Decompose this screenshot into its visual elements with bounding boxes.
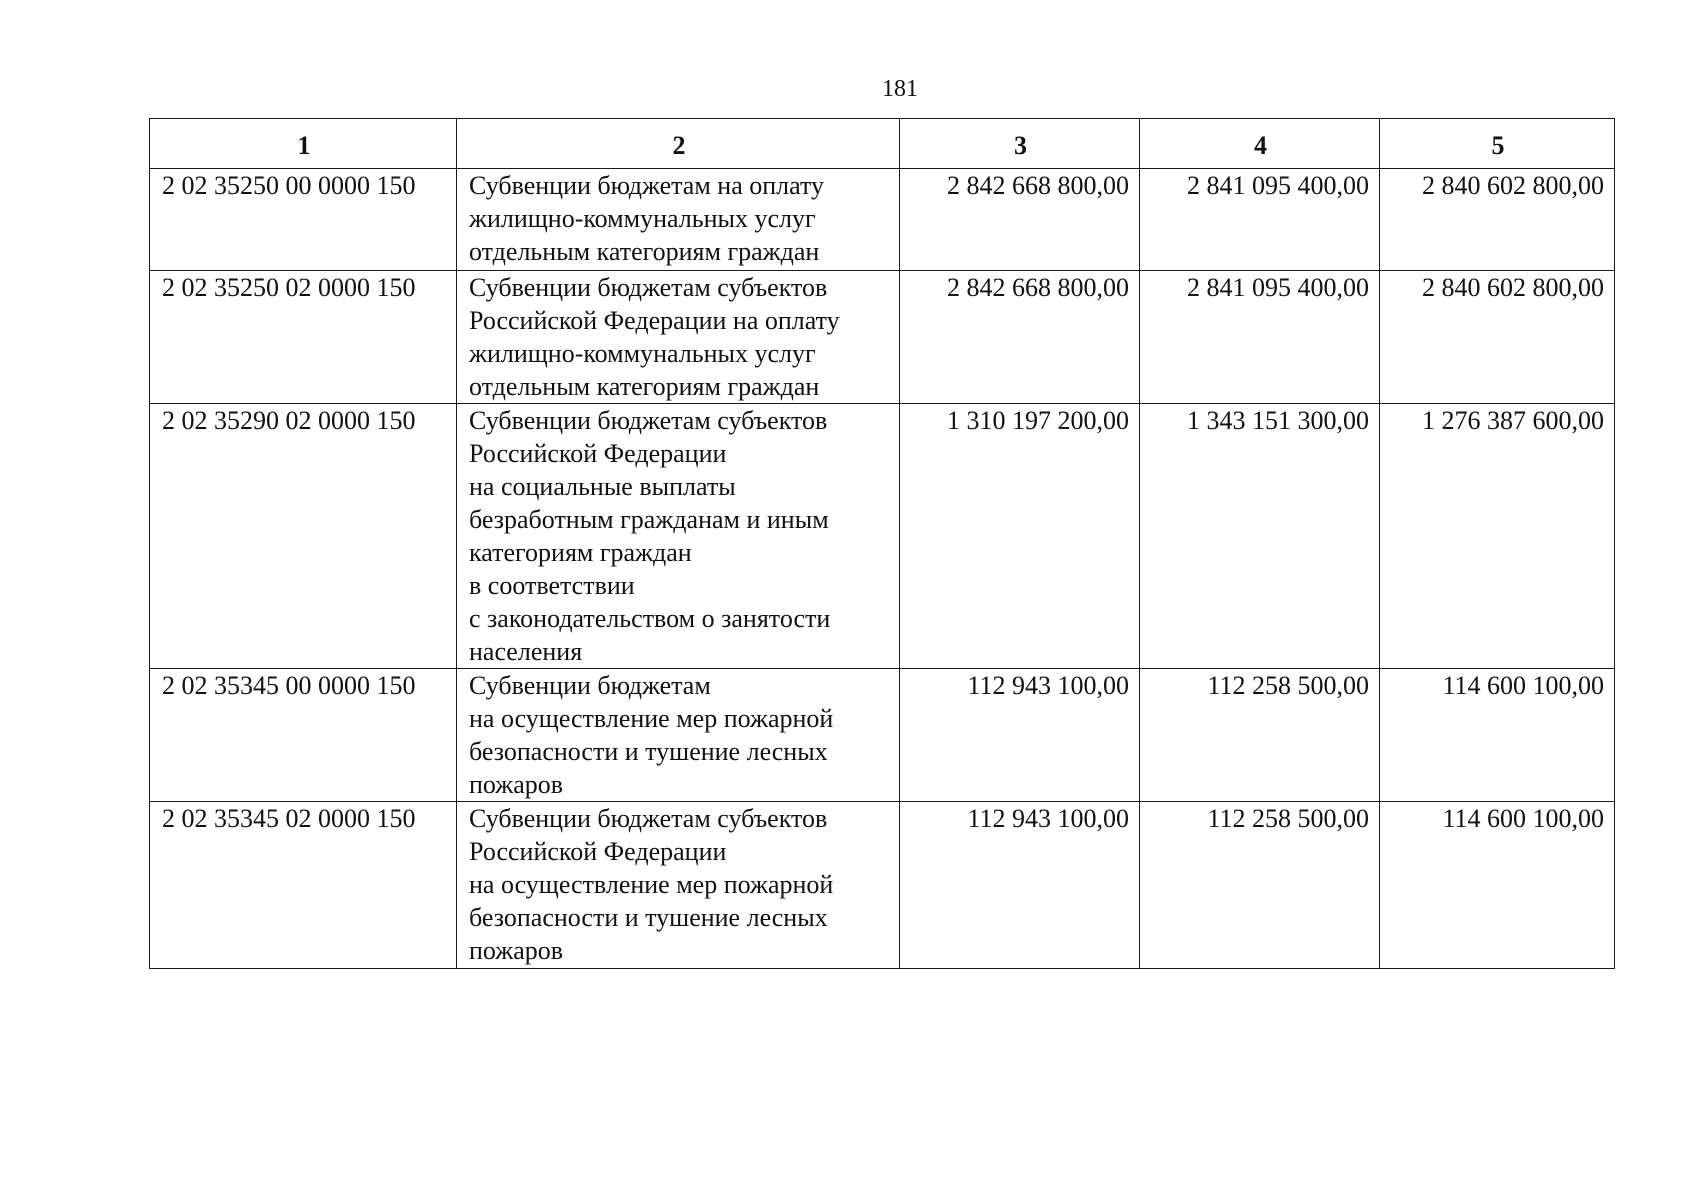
amount-col5-cell: 2 840 602 800,00: [1380, 169, 1615, 271]
table-header-row: [150, 119, 1615, 169]
description-line: категориям граждан: [469, 538, 692, 567]
amount-col4-cell: 1 343 151 300,00: [1140, 404, 1380, 669]
description-line: на социальные выплаты: [469, 472, 736, 501]
description-line: жилищно-коммунальных услуг: [469, 204, 816, 233]
description-line: Российской Федерации: [469, 837, 727, 866]
description-line: на осуществление мер пожарной: [469, 870, 834, 899]
description-line: Субвенции бюджетам субъектов: [469, 273, 828, 302]
page-number: 181: [882, 76, 918, 102]
amount-col4-cell: 112 258 500,00: [1140, 669, 1380, 802]
table-row: [150, 404, 1615, 669]
amount-col5-cell: 114 600 100,00: [1380, 669, 1615, 802]
amount-col3-cell: 1 310 197 200,00: [900, 404, 1140, 669]
description-line: безопасности и тушение лесных: [469, 737, 828, 766]
amount-col4-cell: 2 841 095 400,00: [1140, 271, 1380, 404]
description-line: жилищно-коммунальных услуг: [469, 339, 816, 368]
description-line: безопасности и тушение лесных: [469, 903, 828, 932]
description-line: с законодательством о занятости: [469, 604, 831, 633]
description-line: Российской Федерации на оплату: [469, 306, 840, 335]
description-line: Субвенции бюджетам субъектов: [469, 804, 828, 833]
description-cell: [457, 802, 900, 969]
amount-col5-cell: 114 600 100,00: [1380, 802, 1615, 969]
amount-col5-cell: 2 840 602 800,00: [1380, 271, 1615, 404]
amount-col3-cell: 2 842 668 800,00: [900, 271, 1140, 404]
description-line: отдельным категориям граждан: [469, 372, 820, 401]
description-cell: [457, 404, 900, 669]
description-line: на осуществление мер пожарной: [469, 704, 834, 733]
column-header-4: 4: [1140, 119, 1380, 169]
budget-code-cell: 2 02 35290 02 0000 150: [150, 404, 457, 669]
column-header-2: 2: [457, 119, 900, 169]
column-header-5: 5: [1380, 119, 1615, 169]
description-line: безработным гражданам и иным: [469, 505, 829, 534]
description-line: в соответствии: [469, 571, 635, 600]
amount-col5-cell: 1 276 387 600,00: [1380, 404, 1615, 669]
column-header-1: 1: [150, 119, 457, 169]
amount-col3-cell: 2 842 668 800,00: [900, 169, 1140, 271]
table-row: [150, 169, 1615, 271]
budget-code-cell: 2 02 35250 02 0000 150: [150, 271, 457, 404]
table-row: [150, 802, 1615, 969]
description-line: Субвенции бюджетам: [469, 671, 711, 700]
description-line: населения: [469, 637, 583, 666]
amount-col3-cell: 112 943 100,00: [900, 669, 1140, 802]
budget-code-cell: 2 02 35345 00 0000 150: [150, 669, 457, 802]
description-line: Российской Федерации: [469, 439, 727, 468]
budget-table: [149, 118, 1615, 969]
description-cell: [457, 669, 900, 802]
description-line: пожаров: [469, 936, 564, 965]
description-line: пожаров: [469, 770, 564, 799]
description-line: отдельным категориям граждан: [469, 237, 820, 266]
amount-col4-cell: 2 841 095 400,00: [1140, 169, 1380, 271]
amount-col3-cell: 112 943 100,00: [900, 802, 1140, 969]
table-row: [150, 271, 1615, 404]
description-line: Субвенции бюджетам на оплату: [469, 171, 825, 200]
column-header-3: 3: [900, 119, 1140, 169]
budget-code-cell: 2 02 35250 00 0000 150: [150, 169, 457, 271]
description-cell: [457, 169, 900, 271]
table-row: [150, 669, 1615, 802]
budget-code-cell: 2 02 35345 02 0000 150: [150, 802, 457, 969]
description-line: Субвенции бюджетам субъектов: [469, 406, 828, 435]
amount-col4-cell: 112 258 500,00: [1140, 802, 1380, 969]
description-cell: [457, 271, 900, 404]
